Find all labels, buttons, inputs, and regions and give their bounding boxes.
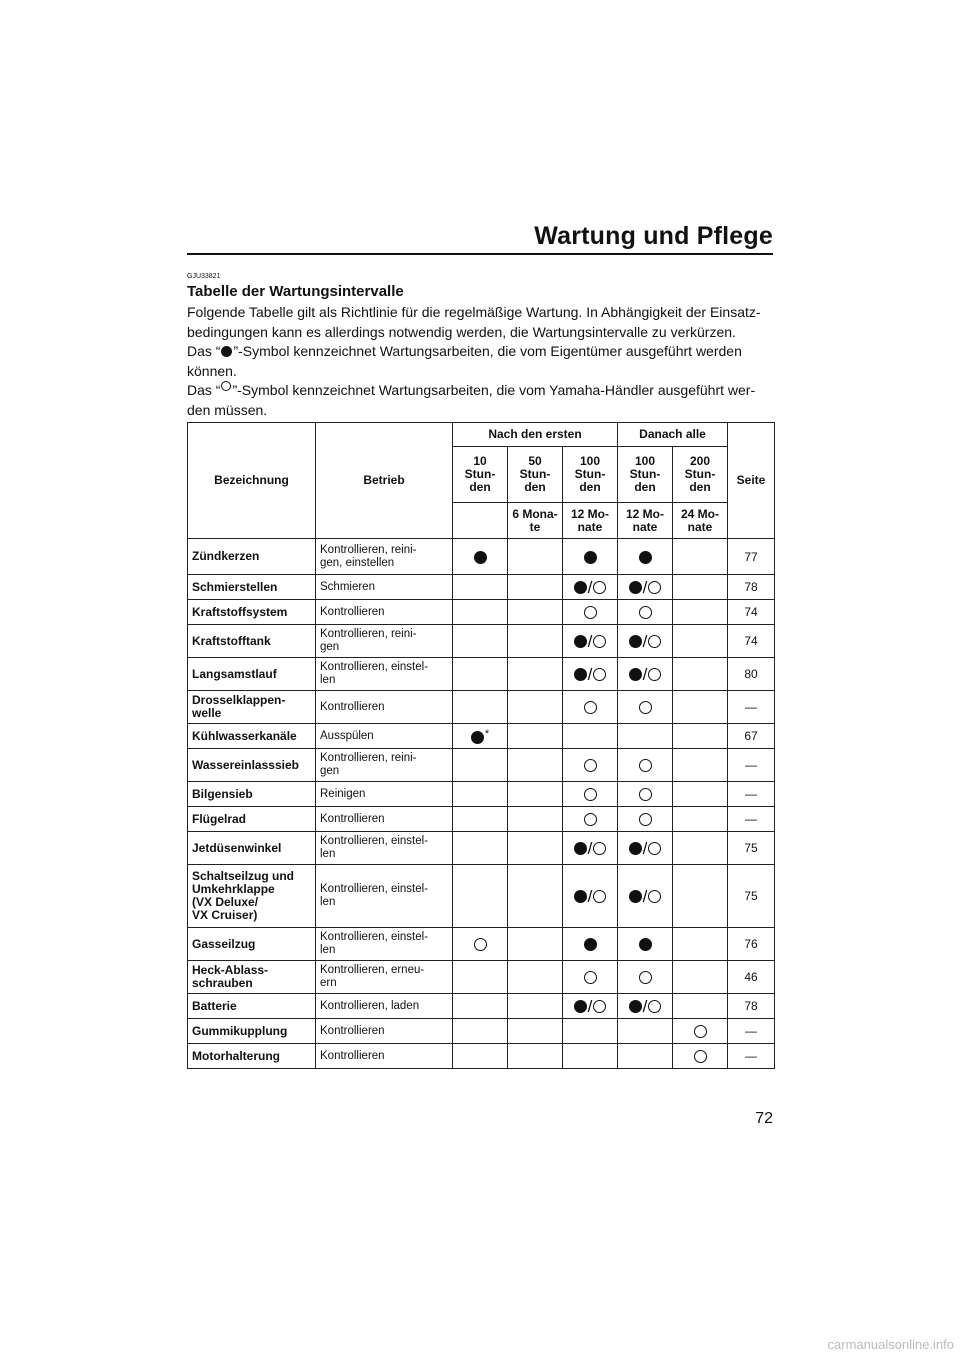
row-operation: Kontrollieren, erneu- ern: [316, 961, 453, 994]
row-name: Gummikupplung: [188, 1019, 316, 1044]
slash-separator: /: [587, 997, 593, 1017]
row-name: Kraftstoffsystem: [188, 600, 316, 625]
filled-circle-icon: [574, 668, 587, 681]
interval-cell: [453, 600, 508, 625]
interval-cell: [453, 928, 508, 961]
row-operation: Kontrollieren: [316, 600, 453, 625]
interval-cell: [508, 994, 563, 1019]
row-operation: Schmieren: [316, 575, 453, 600]
row-name: Flügelrad: [188, 807, 316, 832]
slash-separator: /: [642, 887, 648, 907]
interval-cell: [508, 832, 563, 865]
interval-cell: [618, 961, 673, 994]
open-circle-icon: [584, 813, 597, 826]
interval-cell: [673, 691, 728, 724]
interval-cell: [508, 865, 563, 928]
interval-cell: [508, 782, 563, 807]
table-row: [188, 928, 775, 961]
open-circle-icon: [639, 606, 652, 619]
interval-cell: [508, 691, 563, 724]
interval-cell: [618, 1044, 673, 1069]
row-page: 76: [728, 928, 775, 961]
interval-cell: [673, 625, 728, 658]
interval-cell: [618, 928, 673, 961]
interval-cell: [453, 994, 508, 1019]
open-circle-icon: [593, 890, 606, 903]
header-nach-den-ersten: Nach den ersten: [453, 423, 618, 447]
header-bezeichnung: Bezeichnung: [188, 423, 316, 539]
row-name: Schmierstellen: [188, 575, 316, 600]
table-row: [188, 807, 775, 832]
interval-cell: [453, 1019, 508, 1044]
table-row: [188, 658, 775, 691]
row-page: —: [728, 749, 775, 782]
table-row: [188, 539, 775, 575]
interval-cell: [453, 625, 508, 658]
table-row: [188, 724, 775, 749]
interval-cell: [563, 1044, 618, 1069]
interval-cell: [563, 600, 618, 625]
header-hours: 10 Stun- den: [453, 447, 508, 503]
header-hours: 200 Stun- den: [673, 447, 728, 503]
open-circle-icon: [694, 1050, 707, 1063]
row-operation: Kontrollieren, reini- gen: [316, 625, 453, 658]
header-hours: 50 Stun- den: [508, 447, 563, 503]
interval-cell: [618, 832, 673, 865]
row-page: 74: [728, 600, 775, 625]
row-operation: Kontrollieren: [316, 1044, 453, 1069]
interval-cell: [453, 832, 508, 865]
interval-cell: [508, 928, 563, 961]
interval-cell: [508, 658, 563, 691]
filled-circle-icon: [629, 668, 642, 681]
section-title: Tabelle der Wartungsintervalle: [187, 283, 404, 300]
interval-cell: [563, 807, 618, 832]
interval-cell: [508, 600, 563, 625]
interval-cell: [618, 600, 673, 625]
open-circle-icon: [648, 1000, 661, 1013]
interval-cell: [453, 961, 508, 994]
interval-cell: [563, 724, 618, 749]
table-row: [188, 749, 775, 782]
open-circle-icon: [639, 788, 652, 801]
header-hours: 100 Stun- den: [618, 447, 673, 503]
open-circle-icon: [694, 1025, 707, 1038]
open-circle-icon: [474, 938, 487, 951]
row-page: 78: [728, 994, 775, 1019]
filled-circle-icon: [574, 842, 587, 855]
row-operation: Kontrollieren, einstel- len: [316, 832, 453, 865]
filled-circle-icon: [574, 635, 587, 648]
interval-cell: [673, 749, 728, 782]
filled-circle-icon: [639, 938, 652, 951]
filled-circle-icon: [221, 346, 232, 357]
open-circle-icon: [648, 668, 661, 681]
row-page: —: [728, 807, 775, 832]
interval-cell: [563, 782, 618, 807]
header-months: 6 Mona- te: [508, 503, 563, 539]
row-page: 67: [728, 724, 775, 749]
interval-cell: [508, 625, 563, 658]
filled-circle-icon: [629, 842, 642, 855]
table-row: [188, 832, 775, 865]
interval-cell: [563, 658, 618, 691]
interval-cell: [618, 749, 673, 782]
open-circle-icon: [648, 635, 661, 648]
interval-cell: [618, 865, 673, 928]
open-circle-icon: [584, 759, 597, 772]
filled-circle-icon: [474, 551, 487, 564]
interval-cell: [508, 1044, 563, 1069]
row-operation: Kontrollieren, reini- gen, einstellen: [316, 539, 453, 575]
interval-cell: [508, 807, 563, 832]
row-operation: Kontrollieren: [316, 691, 453, 724]
filled-circle-icon: [471, 731, 484, 744]
intro-3-post: ”-Symbol kennzeichnet Wartungsarbeiten, die vom Yamaha-Händler ausgeführt wer-den müssen.: [187, 382, 756, 418]
interval-cell: [673, 961, 728, 994]
interval-cell: [453, 658, 508, 691]
interval-cell: [618, 575, 673, 600]
intro-3-pre: Das “: [187, 382, 221, 398]
interval-cell: [563, 832, 618, 865]
interval-cell: [508, 749, 563, 782]
row-page: 78: [728, 575, 775, 600]
interval-cell: [673, 1044, 728, 1069]
header-rule: [187, 253, 773, 255]
interval-cell: [453, 575, 508, 600]
row-page: 74: [728, 625, 775, 658]
row-name: Langsamstlauf: [188, 658, 316, 691]
interval-cell: [618, 691, 673, 724]
header-seite: Seite: [728, 423, 775, 539]
row-operation: Reinigen: [316, 782, 453, 807]
table-row: [188, 961, 775, 994]
filled-circle-icon: [629, 1000, 642, 1013]
header-months-empty: [453, 503, 508, 539]
slash-separator: /: [642, 665, 648, 685]
slash-separator: /: [642, 578, 648, 598]
intro-text: [187, 303, 777, 420]
header-danach-alle: Danach alle: [618, 423, 728, 447]
open-circle-icon: [584, 701, 597, 714]
filled-circle-icon: [639, 551, 652, 564]
table-row: [188, 625, 775, 658]
interval-cell: [508, 539, 563, 575]
filled-circle-icon: [584, 551, 597, 564]
interval-cell: [453, 539, 508, 575]
interval-cell: [618, 724, 673, 749]
slash-separator: /: [587, 578, 593, 598]
open-circle-icon: [648, 890, 661, 903]
interval-cell: [673, 575, 728, 600]
section-code: GJU33821: [187, 273, 221, 280]
row-name: Kühlwasserkanäle: [188, 724, 316, 749]
header-betrieb: Betrieb: [316, 423, 453, 539]
row-page: —: [728, 782, 775, 807]
interval-cell: [563, 994, 618, 1019]
interval-cell: [563, 539, 618, 575]
slash-separator: /: [642, 997, 648, 1017]
interval-cell: [453, 807, 508, 832]
interval-cell: [563, 749, 618, 782]
interval-cell: [453, 865, 508, 928]
open-circle-icon: [639, 701, 652, 714]
interval-cell: [618, 539, 673, 575]
interval-cell: [453, 1044, 508, 1069]
filled-circle-icon: [629, 890, 642, 903]
table-row: [188, 865, 775, 928]
maintenance-table-body: [188, 539, 775, 1069]
row-page: 46: [728, 961, 775, 994]
table-row: [188, 600, 775, 625]
interval-cell: [563, 691, 618, 724]
row-operation: Kontrollieren, einstel- len: [316, 658, 453, 691]
table-row: [188, 691, 775, 724]
open-circle-icon: [639, 971, 652, 984]
row-operation: Ausspülen: [316, 724, 453, 749]
interval-cell: [673, 928, 728, 961]
interval-cell: [673, 807, 728, 832]
open-circle-icon: [584, 606, 597, 619]
open-circle-icon: [593, 668, 606, 681]
filled-circle-icon: [574, 890, 587, 903]
row-name: Batterie: [188, 994, 316, 1019]
filled-circle-icon: [574, 1000, 587, 1013]
open-circle-icon: [639, 813, 652, 826]
row-name: Schaltseilzug und Umkehrklappe (VX Deluxe/ VX Cruiser): [188, 865, 316, 928]
header-months: 12 Mo- nate: [618, 503, 673, 539]
filled-circle-icon: [629, 635, 642, 648]
interval-cell: [508, 724, 563, 749]
row-operation: Kontrollieren, reini- gen: [316, 749, 453, 782]
interval-cell: [563, 625, 618, 658]
watermark: carmanualsonline.info: [827, 1337, 954, 1352]
open-circle-icon: [648, 842, 661, 855]
interval-cell: [508, 575, 563, 600]
slash-separator: /: [587, 665, 593, 685]
row-name: Heck-Ablass- schrauben: [188, 961, 316, 994]
row-page: 80: [728, 658, 775, 691]
interval-cell: [563, 928, 618, 961]
row-name: Jetdüsenwinkel: [188, 832, 316, 865]
open-circle-icon: [593, 842, 606, 855]
header-months: 12 Mo- nate: [563, 503, 618, 539]
interval-cell: [618, 782, 673, 807]
row-page: —: [728, 691, 775, 724]
interval-cell: [673, 865, 728, 928]
interval-cell: [508, 961, 563, 994]
interval-cell: [453, 782, 508, 807]
row-page: —: [728, 1019, 775, 1044]
filled-circle-icon: [584, 938, 597, 951]
header-hours: 100 Stun- den: [563, 447, 618, 503]
open-circle-icon: [593, 1000, 606, 1013]
row-page: 77: [728, 539, 775, 575]
interval-cell: [673, 539, 728, 575]
interval-cell: [618, 994, 673, 1019]
slash-separator: /: [642, 839, 648, 859]
intro-paragraph-3: [187, 381, 777, 420]
row-operation: Kontrollieren, einstel- len: [316, 928, 453, 961]
slash-separator: /: [642, 632, 648, 652]
open-circle-icon: [648, 581, 661, 594]
interval-cell: [618, 1019, 673, 1044]
slash-separator: /: [587, 632, 593, 652]
open-circle-icon: [221, 381, 231, 391]
table-row: [188, 1019, 775, 1044]
interval-cell: [673, 782, 728, 807]
slash-separator: /: [587, 839, 593, 859]
row-name: Motorhalterung: [188, 1044, 316, 1069]
interval-cell: [673, 724, 728, 749]
page-header-title: Wartung und Pflege: [534, 222, 773, 250]
open-circle-icon: [593, 581, 606, 594]
row-page: —: [728, 1044, 775, 1069]
interval-cell: [563, 961, 618, 994]
table-row: [188, 1044, 775, 1069]
interval-cell: [563, 865, 618, 928]
open-circle-icon: [584, 971, 597, 984]
intro-2-post: ”-Symbol kennzeichnet Wartungsarbeiten, die vom Eigentümer ausgeführt werden können.: [187, 343, 742, 379]
open-circle-icon: [639, 759, 652, 772]
row-name: Zündkerzen: [188, 539, 316, 575]
interval-cell: [618, 658, 673, 691]
row-operation: Kontrollieren: [316, 1019, 453, 1044]
row-page: 75: [728, 865, 775, 928]
interval-cell: [563, 575, 618, 600]
interval-cell: [673, 1019, 728, 1044]
row-operation: Kontrollieren, laden: [316, 994, 453, 1019]
maintenance-table: [187, 422, 775, 1069]
interval-cell: [453, 724, 508, 749]
intro-paragraph-2: [187, 342, 777, 381]
intro-2-pre: Das “: [187, 343, 221, 359]
row-name: Gasseilzug: [188, 928, 316, 961]
intro-paragraph-1: Folgende Tabelle gilt als Richtlinie für die regelmäßige Wartung. In Abhängigkeit der Einsatz-bedingungen kann es allerdings notwendig werden, die Wartungsintervalle zu verkürzen.: [187, 304, 761, 340]
open-circle-icon: [584, 788, 597, 801]
interval-cell: [618, 807, 673, 832]
row-name: Drosselklappen- welle: [188, 691, 316, 724]
row-name: Wassereinlasssieb: [188, 749, 316, 782]
row-operation: Kontrollieren: [316, 807, 453, 832]
interval-cell: [673, 600, 728, 625]
interval-cell: [453, 749, 508, 782]
interval-cell: [673, 832, 728, 865]
table-row: [188, 575, 775, 600]
interval-cell: [563, 1019, 618, 1044]
interval-cell: [673, 994, 728, 1019]
table-row: [188, 994, 775, 1019]
table-row: [188, 782, 775, 807]
open-circle-icon: [593, 635, 606, 648]
interval-cell: [508, 1019, 563, 1044]
slash-separator: /: [587, 887, 593, 907]
header-months: 24 Mo- nate: [673, 503, 728, 539]
interval-cell: [673, 658, 728, 691]
filled-circle-icon: [574, 581, 587, 594]
row-operation: Kontrollieren, einstel- len: [316, 865, 453, 928]
row-page: 75: [728, 832, 775, 865]
page-number: 72: [755, 1110, 773, 1127]
interval-cell: [618, 625, 673, 658]
interval-cell: [453, 691, 508, 724]
row-name: Kraftstofftank: [188, 625, 316, 658]
row-name: Bilgensieb: [188, 782, 316, 807]
asterisk-mark: *: [484, 728, 490, 741]
filled-circle-icon: [629, 581, 642, 594]
